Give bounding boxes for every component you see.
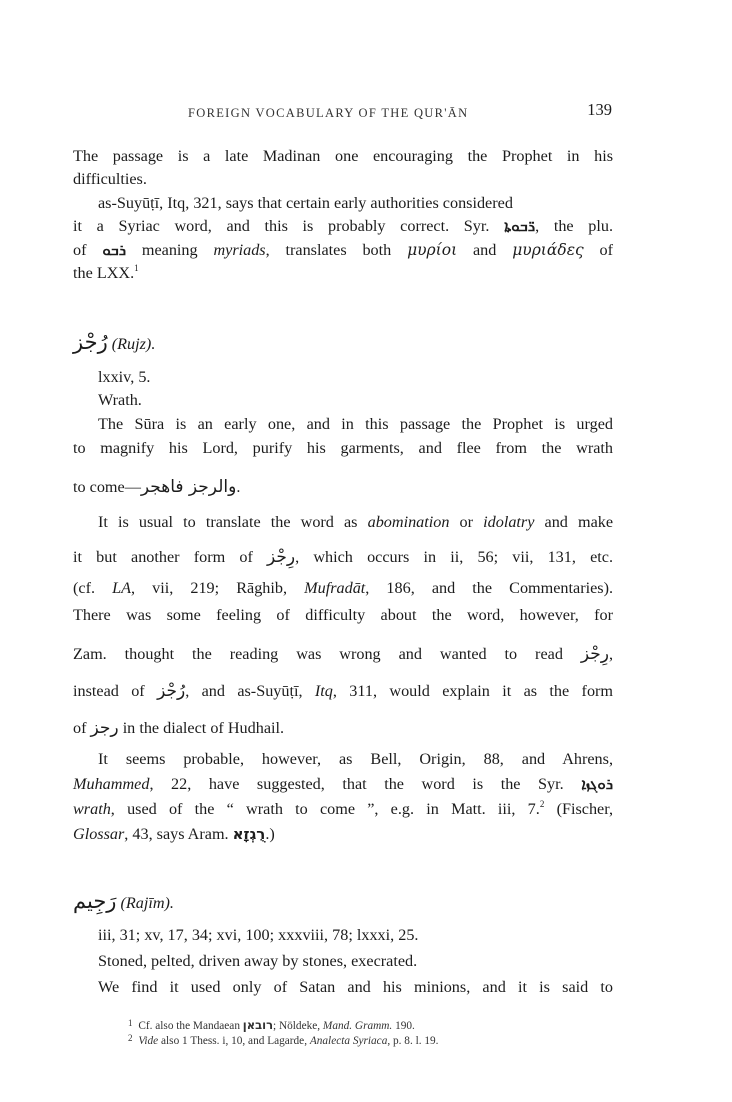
footnote-ref: 2 bbox=[539, 799, 545, 809]
paragraph-line bbox=[73, 823, 275, 845]
paragraph-line bbox=[73, 798, 613, 820]
italic-term: Vide bbox=[138, 1035, 159, 1047]
text-run: , 311, would explain it as the form bbox=[332, 682, 614, 700]
text-run: it but another form of bbox=[73, 548, 253, 566]
transliteration: (Rajīm). bbox=[120, 894, 174, 912]
paragraph-line: We find it used only of Satan and his minions, and it is said to bbox=[98, 978, 613, 996]
arabic-phrase: والرجز فاهجر bbox=[140, 477, 237, 497]
paragraph-line bbox=[73, 577, 613, 599]
text-run: , p. 8. l. 19. bbox=[387, 1035, 439, 1047]
footnote-ref: 1 bbox=[134, 263, 139, 273]
page-header bbox=[70, 100, 612, 124]
paragraph-line bbox=[98, 192, 513, 214]
text-run: , translates both bbox=[265, 241, 392, 259]
page-number: 139 bbox=[587, 100, 612, 119]
italic-term: LA bbox=[112, 579, 132, 597]
text-run: , 22, have suggested, that the word is the Syr. bbox=[149, 775, 564, 793]
syriac-word: ܪ̈ܒܘܬܐ bbox=[504, 217, 536, 235]
text-run: It is usual to translate the word as bbox=[98, 513, 358, 531]
greek-word: μυριάδες bbox=[512, 241, 584, 259]
paragraph-line bbox=[73, 773, 613, 795]
syriac-word: ܪܒܘ bbox=[102, 241, 127, 259]
text-run: it a Syriac word, and this is probably correct. Syr. bbox=[73, 217, 490, 235]
footnote-2 bbox=[128, 1034, 439, 1049]
text-run: and make bbox=[544, 513, 614, 531]
italic-term: wrath bbox=[73, 800, 111, 818]
hebrew-word: רֻגְזָא bbox=[232, 825, 266, 843]
paragraph-line bbox=[73, 717, 284, 739]
paragraph-line bbox=[98, 511, 613, 533]
paragraph-line: to magnify his Lord, purify his garments, and flee from the wrath bbox=[73, 439, 613, 457]
text-run: ; Nöldeke, bbox=[273, 1020, 321, 1032]
text-run: .) bbox=[265, 825, 275, 843]
running-head: FOREIGN VOCABULARY OF THE QUR'ĀN bbox=[188, 106, 469, 120]
paragraph-line bbox=[73, 262, 139, 284]
text-run: of bbox=[73, 241, 87, 259]
italic-term: myriads bbox=[213, 241, 266, 259]
paragraph-line: It seems probable, however, as Bell, Origin, 88, and Ahrens, bbox=[98, 750, 613, 768]
text-run: , which occurs in ii, 56; vii, 131, etc. bbox=[295, 548, 614, 566]
arabic-word: رِجْز bbox=[267, 547, 296, 567]
transliteration: (Rujz). bbox=[111, 335, 156, 353]
paragraph-line bbox=[73, 643, 613, 665]
entry-reference: iii, 31; xv, 17, 34; xvi, 100; xxxviii, 78; lxxxi, 25. bbox=[98, 926, 419, 944]
entry-heading-rujz bbox=[73, 331, 155, 355]
arabic-word: رِجْز bbox=[580, 644, 609, 664]
hebrew-word: רובאן bbox=[242, 1018, 274, 1032]
text-run: or bbox=[459, 513, 474, 531]
text-run: , used of the “ wrath to come ”, e.g. in Matt. iii, 7. bbox=[110, 800, 540, 818]
text-run: , 43, says Aram. bbox=[124, 825, 229, 843]
paragraph-line: The Sūra is an early one, and in this passage the Prophet is urged bbox=[98, 415, 613, 433]
text-run: of bbox=[599, 241, 613, 259]
entry-meaning: Wrath. bbox=[98, 391, 142, 409]
text-run: meaning bbox=[141, 241, 198, 259]
text-run: to come— bbox=[73, 478, 141, 496]
entry-meaning: Stoned, pelted, driven away by stones, execrated. bbox=[98, 952, 418, 970]
italic-term: Mand. Gramm. bbox=[322, 1020, 393, 1032]
footnote-1 bbox=[128, 1018, 415, 1034]
paragraph-line bbox=[73, 546, 613, 568]
italic-term: Analecta Syriaca bbox=[309, 1035, 388, 1047]
text-run: the LXX. bbox=[73, 264, 135, 282]
paragraph-line bbox=[73, 239, 613, 261]
italic-term: Glossar bbox=[73, 825, 125, 843]
paragraph-line bbox=[73, 215, 613, 237]
text-run: . bbox=[236, 478, 241, 496]
italic-term: abomination bbox=[367, 513, 450, 531]
text-run: (cf. bbox=[73, 579, 96, 597]
paragraph-line: There was some feeling of difficulty about the word, however, for bbox=[73, 606, 613, 624]
text-run: instead of bbox=[73, 682, 145, 700]
arabic-word: رجز bbox=[90, 718, 119, 738]
paragraph-line bbox=[73, 476, 240, 498]
italic-term: Muhammed bbox=[73, 775, 150, 793]
text-run: (Fischer, bbox=[556, 800, 614, 818]
text-run: , the plu. bbox=[535, 217, 614, 235]
text-run: of bbox=[73, 719, 87, 737]
paragraph-line: The passage is a late Madinan one encouraging the Prophet in his bbox=[73, 147, 613, 165]
paragraph-line bbox=[73, 680, 613, 702]
syriac-word: ܪܘܓܙܐ bbox=[581, 775, 614, 793]
text-run: , and as-Suyūṭī, bbox=[185, 682, 303, 700]
text-run: Zam. thought the reading was wrong and wanted to read bbox=[73, 645, 563, 663]
greek-word: μυρίοι bbox=[407, 241, 458, 259]
italic-term: Itq bbox=[314, 682, 333, 700]
paragraph-line: difficulties. bbox=[73, 170, 147, 188]
text-run: , bbox=[608, 645, 614, 663]
arabic-headword: رُجْز bbox=[73, 330, 108, 354]
arabic-word: رُجْز bbox=[157, 681, 186, 701]
footnote-number: 2 bbox=[128, 1033, 133, 1043]
text-run: as-Suyūṭī, Itq, 321, says that certain early authorities considered bbox=[98, 194, 513, 212]
text-run: , 186, and the Commentaries). bbox=[365, 579, 614, 597]
italic-term: idolatry bbox=[483, 513, 535, 531]
text-run: in the dialect of Hudhail. bbox=[122, 719, 285, 737]
entry-reference: lxxiv, 5. bbox=[98, 368, 151, 386]
text-run: and bbox=[473, 241, 497, 259]
text-run: , vii, 219; Rāghib, bbox=[131, 579, 288, 597]
text-run: Cf. also the Mandaean bbox=[138, 1020, 240, 1032]
arabic-headword: رَجِيم bbox=[73, 889, 117, 913]
footnote-number: 1 bbox=[128, 1018, 133, 1028]
entry-heading-rajim bbox=[73, 890, 174, 914]
text-run: also 1 Thess. i, 10, and Lagarde, bbox=[161, 1035, 308, 1047]
text-run: 190. bbox=[395, 1020, 415, 1032]
italic-term: Mufradāt bbox=[304, 579, 366, 597]
